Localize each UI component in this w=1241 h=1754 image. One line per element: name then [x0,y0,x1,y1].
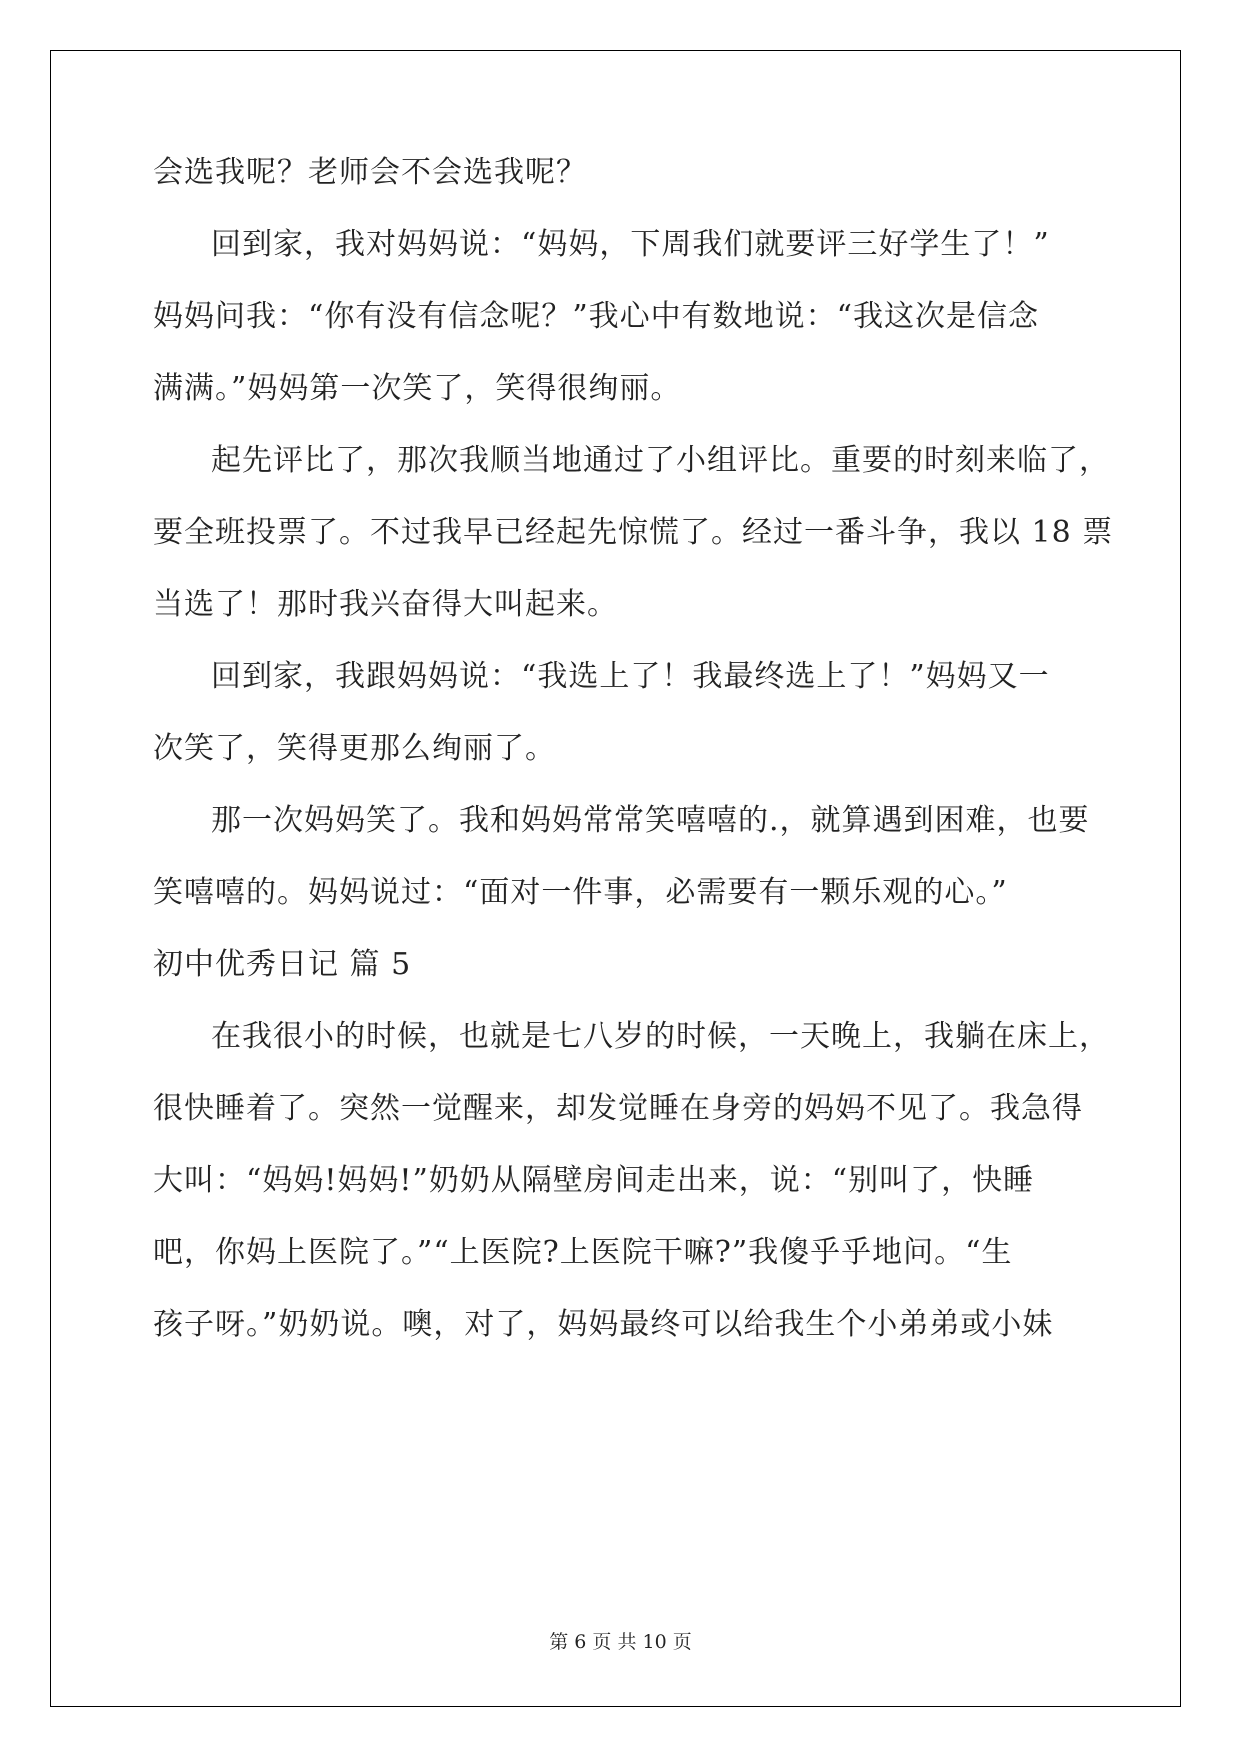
text-line: 回到家，我跟妈妈说：“我选上了！我最终选上了！”妈妈又一 [211,659,1050,694]
text-line: 那一次妈妈笑了。我和妈妈常常笑嘻嘻的.，就算遇到困难，也要 [211,803,1090,838]
text-line: 大叫：“妈妈!妈妈!”奶奶从隔壁房间走出来，说：“别叫了，快睡 [153,1163,1035,1198]
text-line: 要全班投票了。不过我早已经起先惊慌了。经过一番斗争，我以 18 票 [153,515,1114,550]
text-line: 次笑了，笑得更那么绚丽了。 [153,731,556,766]
section-heading: 初中优秀日记 篇 5 [153,947,412,982]
text-line: 满满。”妈妈第一次笑了，笑得很绚丽。 [153,371,682,406]
text-line: 回到家，我对妈妈说：“妈妈，下周我们就要评三好学生了！” [211,227,1050,262]
text-line: 笑嘻嘻的。妈妈说过：“面对一件事，必需要有一颗乐观的心。” [153,875,1008,910]
text-line: 当选了！那时我兴奋得大叫起来。 [153,587,618,622]
text-line: 起先评比了，那次我顺当地通过了小组评比。重要的时刻来临了， [211,443,1110,478]
text-line: 在我很小的时候，也就是七八岁的时候，一天晚上，我躺在床上， [211,1019,1110,1054]
text-line: 孩子呀。”奶奶说。噢，对了，妈妈最终可以给我生个小弟弟或小妹 [153,1307,1054,1342]
page-number: 第 6 页 共 10 页 [549,1631,692,1653]
text-line: 会选我呢？老师会不会选我呢？ [153,155,587,190]
text-line: 吧，你妈上医院了。”“上医院?上医院干嘛?”我傻乎乎地问。“生 [153,1235,1013,1270]
text-line: 妈妈问我：“你有没有信念呢？”我心中有数地说：“我这次是信念 [153,299,1040,334]
text-line: 很快睡着了。突然一觉醒来，却发觉睡在身旁的妈妈不见了。我急得 [153,1091,1083,1126]
